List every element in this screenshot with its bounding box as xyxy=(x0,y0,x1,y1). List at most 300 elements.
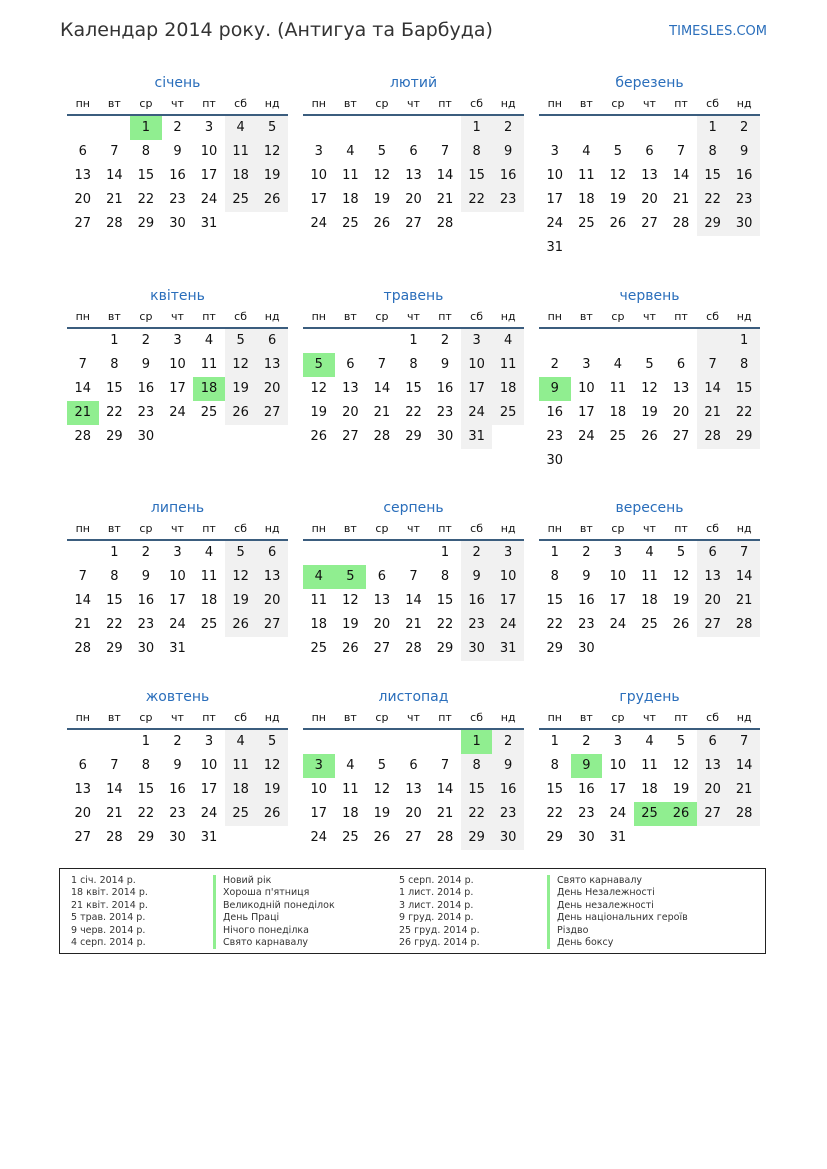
day-cell: 8 xyxy=(697,140,729,164)
day-cell: 1 xyxy=(697,116,729,140)
weekday-label: вт xyxy=(343,522,357,535)
weekday-label: вт xyxy=(343,310,357,323)
day-cell: 29 xyxy=(546,830,564,845)
day-cell: 10 xyxy=(578,381,595,396)
day-cell: 29 xyxy=(106,429,123,444)
weekday-label: вт xyxy=(107,310,121,323)
day-cell: 20 xyxy=(342,405,359,420)
day-cell: 15 xyxy=(728,377,760,401)
day-cell: 16 xyxy=(137,381,155,396)
day-cell: 1 xyxy=(409,333,418,348)
day-cell: 10 xyxy=(461,353,493,377)
day-cell: 1 xyxy=(461,116,493,140)
day-cell: 28 xyxy=(106,216,123,231)
day-cell: 23 xyxy=(578,806,595,821)
empty-cell xyxy=(571,116,603,140)
legend-holiday-name: День національних героїв xyxy=(547,912,688,924)
day-cell: 6 xyxy=(78,758,87,773)
day-cell: 30 xyxy=(169,216,186,231)
day-cell: 8 xyxy=(409,357,418,372)
month-name: січень xyxy=(154,75,201,91)
holiday-day-cell: 1 xyxy=(461,730,493,754)
day-cell: 9 xyxy=(440,357,450,372)
day-cell: 19 xyxy=(373,806,391,821)
month-name: липень xyxy=(150,500,205,516)
day-cell: 17 xyxy=(609,782,627,797)
weekday-label: пт xyxy=(674,310,688,323)
weekday-label: ср xyxy=(139,711,153,724)
weekday-label: чт xyxy=(171,522,184,535)
legend-date: 18 квіт. 2014 р. xyxy=(71,887,148,899)
day-cell: 4 xyxy=(645,734,654,749)
day-cell: 9 xyxy=(173,758,182,773)
weekday-label: нд xyxy=(736,310,752,323)
day-cell: 4 xyxy=(582,144,591,159)
day-cell: 23 xyxy=(578,617,595,632)
day-cell: 28 xyxy=(74,429,92,444)
day-cell: 3 xyxy=(173,333,182,348)
day-cell: 3 xyxy=(550,144,559,159)
weekday-label: чт xyxy=(171,711,184,724)
day-cell: 22 xyxy=(546,617,564,632)
day-cell: 28 xyxy=(373,429,391,444)
day-cell: 16 xyxy=(137,593,155,608)
day-grid xyxy=(303,541,524,661)
day-cell: 24 xyxy=(310,830,328,845)
holiday-day-cell: 9 xyxy=(539,377,571,401)
weekday-label: вт xyxy=(579,522,593,535)
day-cell: 15 xyxy=(137,168,155,183)
day-cell: 17 xyxy=(200,168,218,183)
empty-cell xyxy=(398,116,430,140)
day-cell: 13 xyxy=(697,754,729,778)
day-cell: 11 xyxy=(200,569,218,584)
day-cell: 10 xyxy=(200,758,218,773)
day-cell: 14 xyxy=(436,168,454,183)
day-cell: 4 xyxy=(613,357,623,372)
month-calendar xyxy=(539,72,760,260)
day-cell: 25 xyxy=(492,401,524,425)
day-cell: 13 xyxy=(256,353,288,377)
day-cell: 4 xyxy=(225,730,257,754)
weekday-header xyxy=(303,94,524,116)
day-cell: 16 xyxy=(436,381,454,396)
empty-cell xyxy=(602,329,634,353)
day-cell: 22 xyxy=(697,188,729,212)
day-cell: 6 xyxy=(697,541,729,565)
day-cell: 3 xyxy=(613,545,623,560)
weekday-label: чт xyxy=(643,522,656,535)
day-cell: 25 xyxy=(342,830,359,845)
weekday-label: пт xyxy=(438,310,452,323)
day-cell: 20 xyxy=(74,806,92,821)
day-cell: 18 xyxy=(492,377,524,401)
weekday-label: ср xyxy=(139,522,153,535)
legend-holiday-name: Свято карнавалу xyxy=(213,937,335,949)
weekday-label: вт xyxy=(107,522,121,535)
day-cell: 30 xyxy=(137,641,155,656)
day-cell: 25 xyxy=(342,216,359,231)
day-cell: 19 xyxy=(672,782,690,797)
empty-cell xyxy=(366,116,398,140)
day-grid xyxy=(303,730,524,850)
day-cell: 5 xyxy=(225,541,257,565)
day-cell: 7 xyxy=(440,758,450,773)
day-cell: 26 xyxy=(672,617,690,632)
day-cell: 1 xyxy=(728,329,760,353)
holiday-day-cell: 26 xyxy=(665,802,697,826)
day-cell: 14 xyxy=(436,782,454,797)
holiday-legend xyxy=(59,868,766,954)
page-title: Календар 2014 року. (Антигуа та Барбуда) xyxy=(60,19,493,41)
month-name: червень xyxy=(619,288,680,304)
day-cell: 5 xyxy=(256,116,288,140)
empty-cell xyxy=(335,329,367,353)
day-cell: 22 xyxy=(106,405,123,420)
holiday-day-cell: 1 xyxy=(130,116,162,140)
day-cell: 13 xyxy=(405,782,422,797)
day-cell: 24 xyxy=(609,617,627,632)
day-cell: 20 xyxy=(672,405,690,420)
day-cell: 13 xyxy=(672,381,690,396)
weekday-label: ср xyxy=(611,310,625,323)
day-cell: 31 xyxy=(492,637,524,661)
day-cell: 15 xyxy=(461,164,493,188)
day-cell: 1 xyxy=(110,545,119,560)
day-cell: 29 xyxy=(546,641,564,656)
day-cell: 1 xyxy=(110,333,119,348)
empty-cell xyxy=(539,329,571,353)
month-name: вересень xyxy=(615,500,684,516)
day-cell: 13 xyxy=(256,565,288,589)
weekday-header xyxy=(303,307,524,329)
day-cell: 26 xyxy=(256,188,288,212)
weekday-label: чт xyxy=(407,310,420,323)
empty-cell xyxy=(571,329,603,353)
weekday-label: нд xyxy=(500,522,516,535)
day-cell: 21 xyxy=(373,405,391,420)
day-cell: 9 xyxy=(141,357,151,372)
empty-cell xyxy=(335,541,367,565)
day-cell: 21 xyxy=(436,806,454,821)
day-cell: 22 xyxy=(461,802,493,826)
day-cell: 12 xyxy=(256,140,288,164)
empty-cell xyxy=(398,730,430,754)
day-cell: 14 xyxy=(106,168,123,183)
day-cell: 2 xyxy=(492,730,524,754)
day-cell: 16 xyxy=(461,589,493,613)
day-cell: 12 xyxy=(225,565,257,589)
day-cell: 2 xyxy=(582,545,591,560)
legend-holiday-name: Нічого понеділка xyxy=(213,925,335,937)
month-name: березень xyxy=(615,75,684,91)
day-cell: 25 xyxy=(200,405,218,420)
day-cell: 18 xyxy=(225,778,257,802)
empty-cell xyxy=(634,329,666,353)
weekday-label: ср xyxy=(375,310,389,323)
weekday-label: нд xyxy=(264,711,280,724)
weekday-label: чт xyxy=(643,711,656,724)
empty-cell xyxy=(602,116,634,140)
empty-cell xyxy=(429,730,461,754)
day-cell: 25 xyxy=(641,617,658,632)
month-calendar xyxy=(67,72,288,236)
weekday-label: пн xyxy=(311,711,326,724)
day-cell: 7 xyxy=(728,730,760,754)
weekday-label: вт xyxy=(579,310,593,323)
weekday-label: вт xyxy=(343,711,357,724)
empty-cell xyxy=(303,541,335,565)
day-cell: 2 xyxy=(550,357,559,372)
day-cell: 31 xyxy=(200,830,218,845)
day-cell: 29 xyxy=(405,429,422,444)
day-cell: 19 xyxy=(256,778,288,802)
empty-cell xyxy=(335,116,367,140)
day-cell: 18 xyxy=(609,405,627,420)
day-cell: 3 xyxy=(173,545,182,560)
day-cell: 8 xyxy=(461,140,493,164)
day-cell: 30 xyxy=(578,641,595,656)
day-cell: 18 xyxy=(200,593,218,608)
month-calendar xyxy=(303,285,524,449)
day-cell: 12 xyxy=(310,381,328,396)
weekday-label: чт xyxy=(407,522,420,535)
day-cell: 23 xyxy=(137,617,155,632)
weekday-label: пт xyxy=(438,97,452,110)
day-cell: 14 xyxy=(106,782,123,797)
weekday-header xyxy=(303,708,524,730)
day-cell: 24 xyxy=(461,401,493,425)
day-cell: 10 xyxy=(310,782,328,797)
day-cell: 14 xyxy=(74,593,92,608)
empty-cell xyxy=(697,329,729,353)
holiday-day-cell: 5 xyxy=(303,353,335,377)
weekday-label: пт xyxy=(438,711,452,724)
day-cell: 26 xyxy=(256,802,288,826)
day-cell: 26 xyxy=(310,429,328,444)
day-cell: 10 xyxy=(200,144,218,159)
day-cell: 7 xyxy=(110,144,119,159)
weekday-label: нд xyxy=(736,711,752,724)
day-cell: 16 xyxy=(578,593,595,608)
day-cell: 23 xyxy=(546,429,564,444)
day-cell: 22 xyxy=(137,192,155,207)
day-cell: 22 xyxy=(546,806,564,821)
day-cell: 4 xyxy=(492,329,524,353)
day-cell: 28 xyxy=(436,830,454,845)
day-cell: 18 xyxy=(578,192,595,207)
day-cell: 26 xyxy=(225,613,257,637)
weekday-label: нд xyxy=(264,522,280,535)
day-cell: 22 xyxy=(728,401,760,425)
day-cell: 1 xyxy=(440,545,450,560)
day-cell: 11 xyxy=(342,168,359,183)
day-cell: 11 xyxy=(492,353,524,377)
empty-cell xyxy=(665,116,697,140)
day-cell: 27 xyxy=(641,216,658,231)
day-cell: 26 xyxy=(225,401,257,425)
holiday-day-cell: 4 xyxy=(303,565,335,589)
empty-cell xyxy=(99,730,131,754)
month-name: серпень xyxy=(383,500,444,516)
weekday-header xyxy=(539,708,760,730)
day-cell: 27 xyxy=(697,613,729,637)
weekday-label: пт xyxy=(202,310,216,323)
day-cell: 9 xyxy=(461,565,493,589)
day-cell: 6 xyxy=(256,541,288,565)
empty-cell xyxy=(398,541,430,565)
day-cell: 17 xyxy=(310,192,328,207)
legend-holiday-name: День Праці xyxy=(213,912,335,924)
day-cell: 16 xyxy=(728,164,760,188)
weekday-label: чт xyxy=(643,310,656,323)
month-calendar xyxy=(303,686,524,850)
day-grid xyxy=(67,541,288,661)
day-cell: 26 xyxy=(373,216,391,231)
day-cell: 7 xyxy=(728,541,760,565)
weekday-label: пт xyxy=(674,522,688,535)
weekday-label: пт xyxy=(674,97,688,110)
day-cell: 13 xyxy=(74,168,92,183)
weekday-header xyxy=(67,94,288,116)
day-cell: 2 xyxy=(728,116,760,140)
day-cell: 27 xyxy=(405,216,422,231)
month-calendar xyxy=(67,285,288,449)
day-cell: 19 xyxy=(609,192,627,207)
month-name: лютий xyxy=(389,75,438,91)
empty-cell xyxy=(366,329,398,353)
day-cell: 21 xyxy=(74,617,92,632)
empty-cell xyxy=(303,329,335,353)
day-cell: 4 xyxy=(346,144,355,159)
day-cell: 24 xyxy=(310,216,328,231)
day-cell: 10 xyxy=(169,357,186,372)
day-cell: 31 xyxy=(609,830,627,845)
day-cell: 29 xyxy=(106,641,123,656)
holiday-day-cell: 5 xyxy=(335,565,367,589)
day-cell: 1 xyxy=(550,545,559,560)
day-cell: 9 xyxy=(173,144,182,159)
day-cell: 2 xyxy=(492,116,524,140)
day-cell: 22 xyxy=(106,617,123,632)
month-calendar xyxy=(303,72,524,236)
day-cell: 19 xyxy=(310,405,328,420)
weekday-header xyxy=(539,519,760,541)
empty-cell xyxy=(99,116,131,140)
legend-holiday-name: Різдво xyxy=(547,925,688,937)
legend-date-column xyxy=(71,875,148,949)
day-cell: 8 xyxy=(110,357,119,372)
empty-cell xyxy=(303,730,335,754)
day-cell: 15 xyxy=(106,381,123,396)
day-cell: 27 xyxy=(373,641,391,656)
month-name: грудень xyxy=(619,689,680,705)
day-cell: 29 xyxy=(461,826,493,850)
day-grid xyxy=(67,116,288,236)
weekday-label: вт xyxy=(107,97,121,110)
day-cell: 28 xyxy=(728,802,760,826)
weekday-label: пн xyxy=(547,310,562,323)
day-cell: 30 xyxy=(436,429,454,444)
holiday-day-cell: 18 xyxy=(193,377,225,401)
empty-cell xyxy=(539,116,571,140)
day-cell: 7 xyxy=(440,144,450,159)
empty-cell xyxy=(366,541,398,565)
day-cell: 21 xyxy=(405,617,422,632)
day-cell: 22 xyxy=(137,806,155,821)
day-cell: 24 xyxy=(169,617,186,632)
day-cell: 5 xyxy=(256,730,288,754)
day-cell: 10 xyxy=(609,758,627,773)
legend-date: 9 черв. 2014 р. xyxy=(71,924,146,936)
legend-date: 26 груд. 2014 р. xyxy=(399,936,480,948)
day-cell: 18 xyxy=(641,782,658,797)
day-cell: 2 xyxy=(141,545,151,560)
month-calendar xyxy=(539,285,760,473)
day-cell: 19 xyxy=(641,405,658,420)
weekday-label: сб xyxy=(706,310,720,323)
day-cell: 14 xyxy=(672,168,690,183)
holiday-day-cell: 3 xyxy=(303,754,335,778)
weekday-label: пн xyxy=(547,522,562,535)
day-cell: 27 xyxy=(405,830,422,845)
day-cell: 19 xyxy=(342,617,359,632)
weekday-label: ср xyxy=(611,97,625,110)
day-cell: 29 xyxy=(137,830,155,845)
legend-date: 1 лист. 2014 р. xyxy=(399,887,474,899)
day-cell: 14 xyxy=(697,377,729,401)
day-cell: 11 xyxy=(225,754,257,778)
day-cell: 21 xyxy=(436,192,454,207)
day-cell: 6 xyxy=(409,144,418,159)
weekday-label: нд xyxy=(264,310,280,323)
day-cell: 7 xyxy=(697,353,729,377)
day-cell: 24 xyxy=(492,613,524,637)
day-cell: 16 xyxy=(169,782,186,797)
site-link[interactable]: TIMESLES.COM xyxy=(669,24,767,39)
legend-holiday-name: Новий рік xyxy=(213,875,335,887)
day-cell: 19 xyxy=(225,377,257,401)
day-cell: 26 xyxy=(609,216,627,231)
weekday-label: пт xyxy=(674,711,688,724)
day-cell: 6 xyxy=(697,730,729,754)
empty-cell xyxy=(335,730,367,754)
day-cell: 8 xyxy=(728,353,760,377)
day-cell: 15 xyxy=(546,593,564,608)
day-cell: 12 xyxy=(225,353,257,377)
legend-holiday-name: Свято карнавалу xyxy=(547,875,688,887)
day-cell: 31 xyxy=(200,216,218,231)
month-name: жовтень xyxy=(145,689,210,705)
weekday-label: чт xyxy=(407,711,420,724)
day-cell: 15 xyxy=(106,593,123,608)
weekday-header xyxy=(539,94,760,116)
day-cell: 4 xyxy=(225,116,257,140)
weekday-label: сб xyxy=(706,97,720,110)
day-cell: 20 xyxy=(697,778,729,802)
empty-cell xyxy=(303,116,335,140)
legend-date: 25 груд. 2014 р. xyxy=(399,924,480,936)
day-grid xyxy=(67,730,288,850)
day-cell: 28 xyxy=(697,425,729,449)
weekday-label: чт xyxy=(407,97,420,110)
day-cell: 12 xyxy=(641,381,658,396)
day-cell: 27 xyxy=(342,429,359,444)
day-cell: 19 xyxy=(373,192,391,207)
day-cell: 20 xyxy=(697,589,729,613)
day-cell: 14 xyxy=(74,381,92,396)
weekday-label: пт xyxy=(202,711,216,724)
